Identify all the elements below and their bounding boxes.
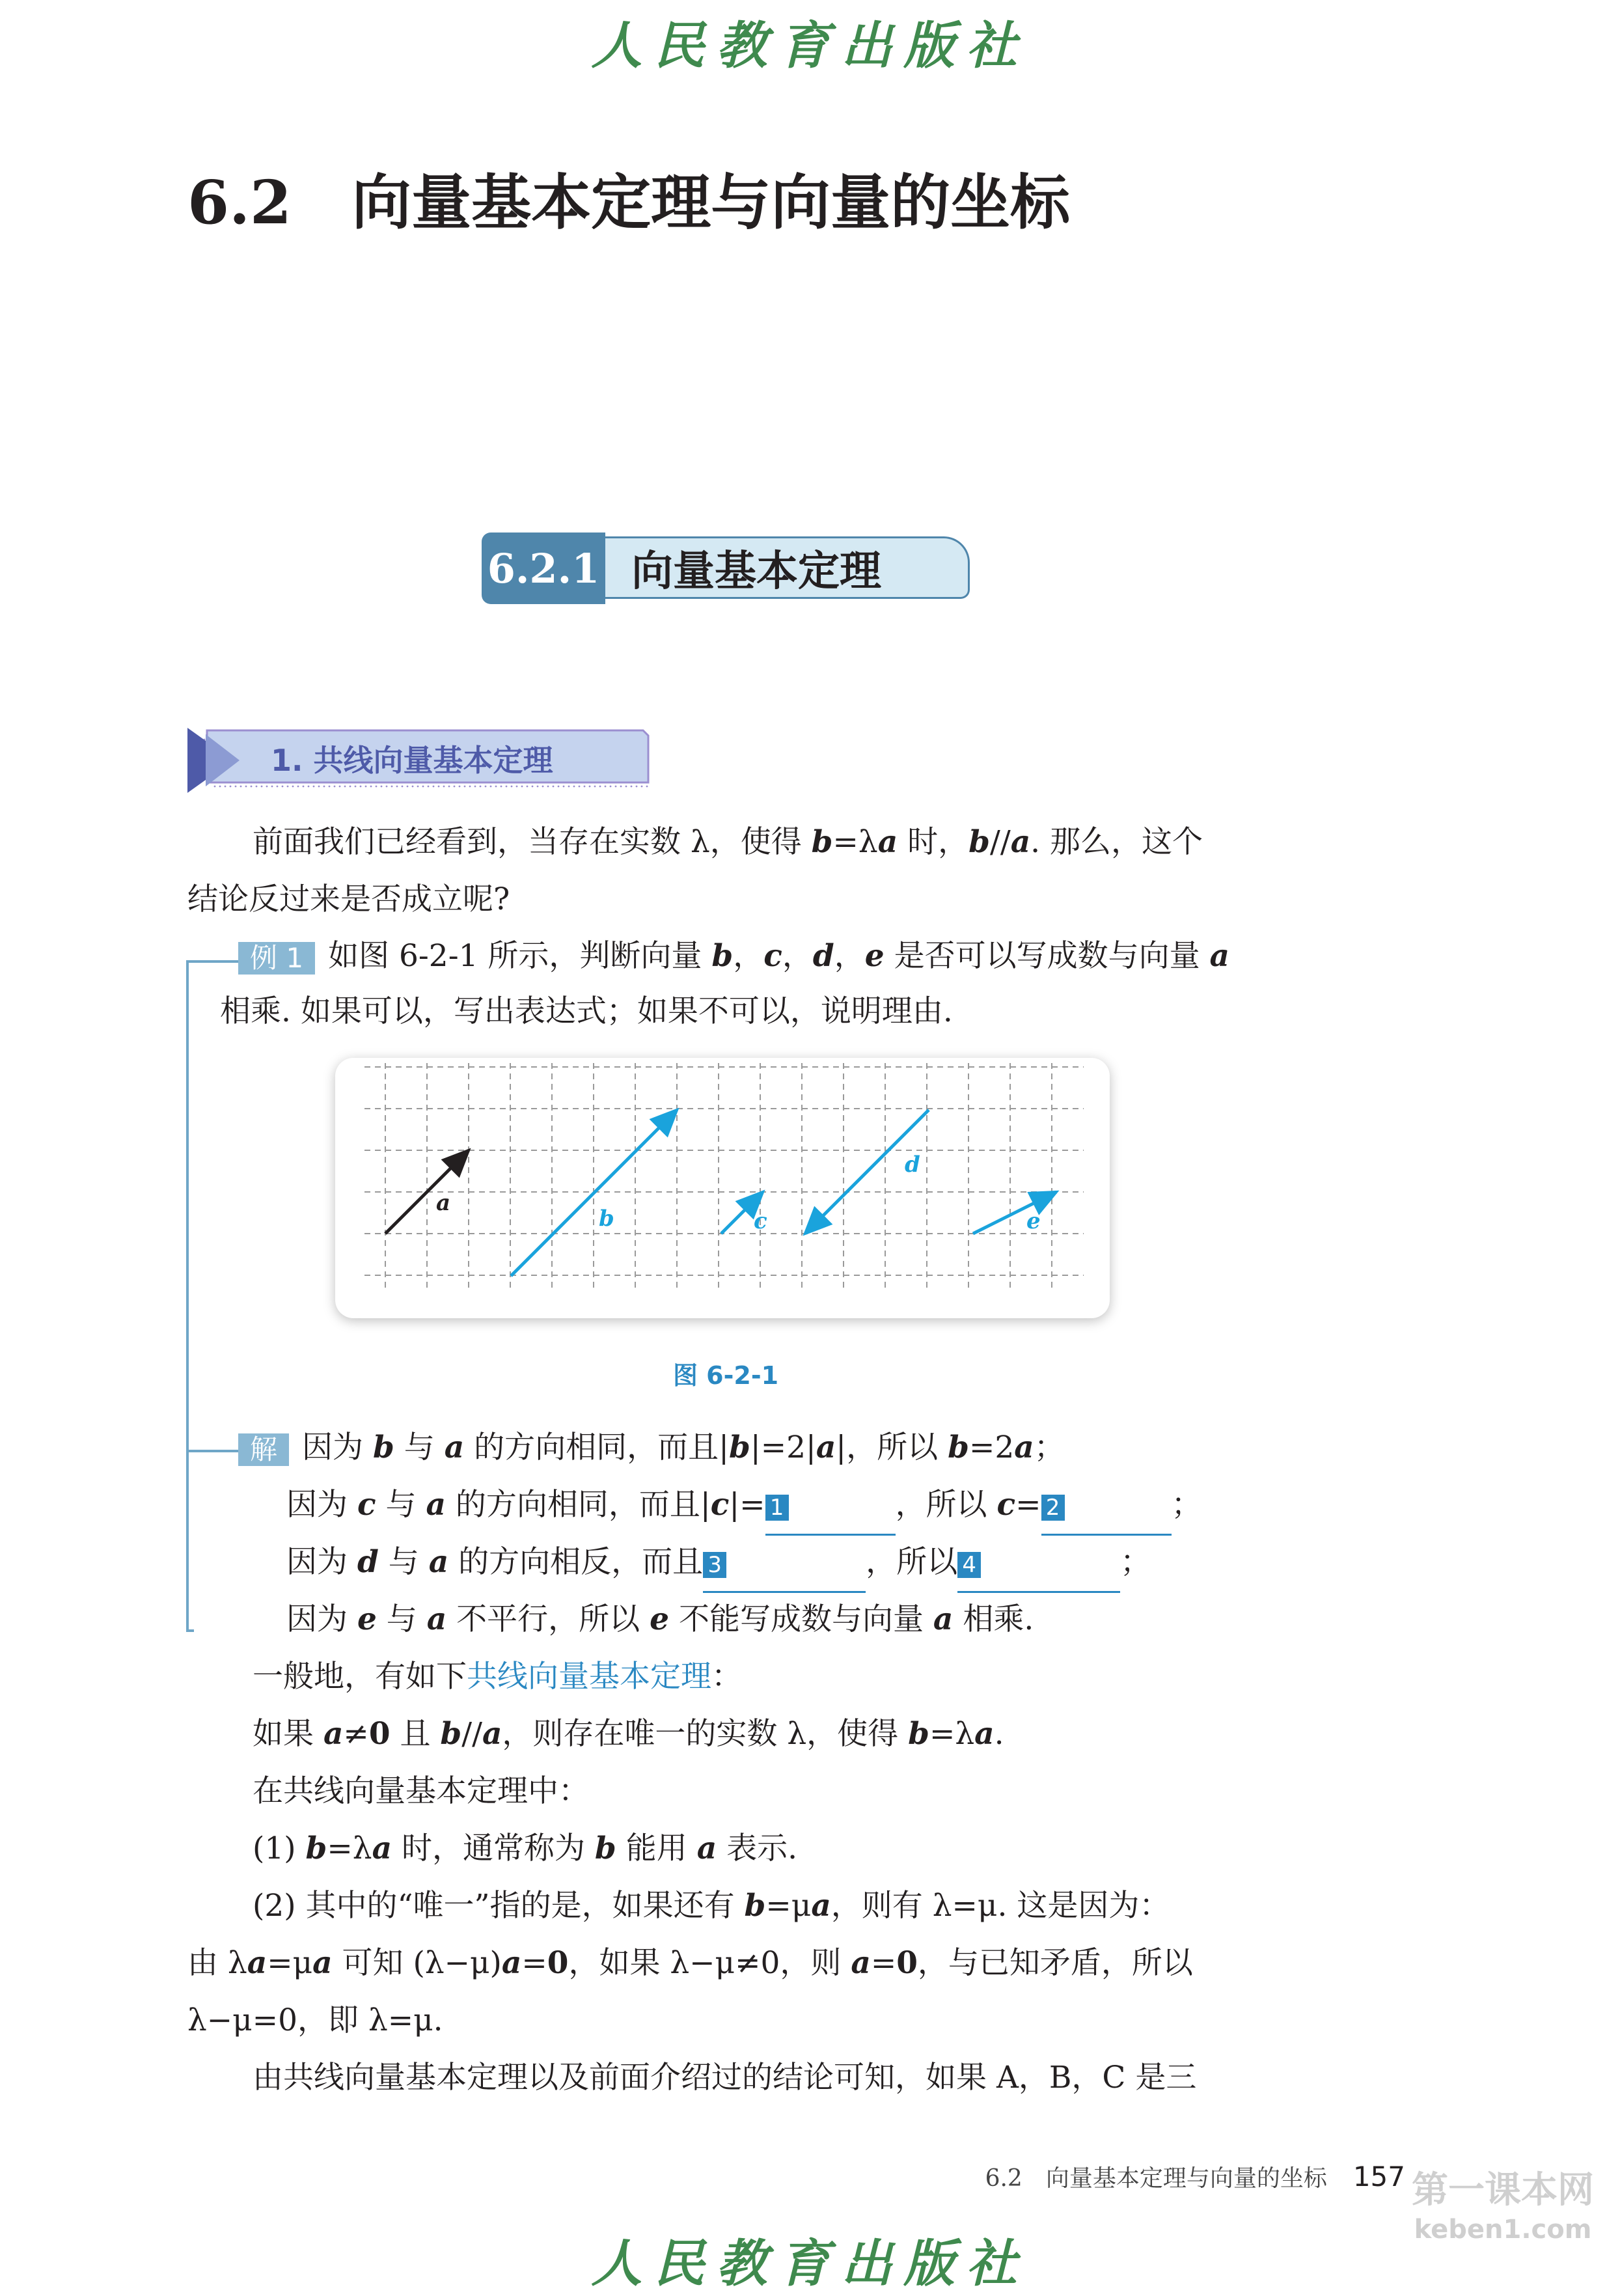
- theorem-proof-line: [187, 1935, 1193, 1992]
- publisher-footer: 人民教育出版社: [591, 2234, 1029, 2293]
- text: 可知 (λ−μ): [332, 1945, 502, 1981]
- chapter-number: 6.2: [187, 167, 292, 238]
- text: 因为: [286, 1601, 357, 1637]
- text: ：: [711, 1659, 742, 1694]
- grid: [364, 1063, 1084, 1290]
- theorem-proof-conclusion: λ−μ=0，即 λ=μ.: [187, 2002, 443, 2038]
- solution-line-4: [286, 1591, 1034, 1648]
- text: =μ: [765, 1888, 812, 1924]
- text: 一般地，有如下: [253, 1659, 467, 1694]
- theorem-point-2: [253, 1877, 1170, 1935]
- vector-e: [973, 1192, 1056, 1234]
- text: 时，: [898, 824, 969, 860]
- text: =λ: [929, 1716, 975, 1752]
- vector: a: [426, 1487, 446, 1523]
- vector: a: [816, 1430, 836, 1465]
- text: ，所以: [895, 1487, 997, 1523]
- text: 与: [378, 1544, 429, 1580]
- text: 因为: [286, 1544, 357, 1580]
- vector: a: [696, 1831, 717, 1866]
- vector: a: [851, 1945, 871, 1981]
- vector: b: [908, 1716, 929, 1752]
- watermark-name: 第一课本网: [1412, 2169, 1594, 2211]
- text: ，则存在唯一的实数 λ，使得: [502, 1716, 909, 1752]
- vector: b: [594, 1831, 616, 1866]
- text: =: [521, 1945, 547, 1981]
- bracket-tick: [186, 960, 238, 963]
- vector: e: [650, 1601, 670, 1637]
- text: //: [461, 1716, 482, 1752]
- example-line-1: [238, 928, 1229, 985]
- text: ；: [1171, 1487, 1202, 1523]
- answer-blank-4[interactable]: [957, 1534, 1120, 1593]
- vector: c: [763, 938, 782, 974]
- text: ，与已知矛盾，所以: [917, 1945, 1193, 1981]
- vector: a: [501, 1945, 522, 1981]
- solution-line-3: [286, 1534, 1151, 1593]
- text: 因为: [286, 1487, 357, 1523]
- text: 的方向相同，而且|: [464, 1430, 729, 1465]
- subsection-title: 1. 共线向量基本定理: [271, 743, 553, 778]
- text: ；: [1034, 1430, 1065, 1465]
- text: 与: [394, 1430, 445, 1465]
- intro-line-1: [253, 814, 1203, 871]
- intro-line-2: 结论反过来是否成立呢?: [187, 881, 510, 917]
- theorem-note-intro: 在共线向量基本定理中：: [253, 1773, 589, 1809]
- solution-line-2: [286, 1476, 1202, 1536]
- example-tag: 例 1: [238, 942, 315, 975]
- vector: b: [948, 1430, 969, 1465]
- vector: b: [744, 1888, 766, 1924]
- text: 不能写成数与向量: [669, 1601, 933, 1637]
- label-d: d: [905, 1152, 920, 1178]
- text: 是否可以写成数与向量: [884, 938, 1210, 974]
- vector: c: [710, 1487, 730, 1523]
- example-bracket: [186, 960, 189, 1631]
- vector: e: [357, 1601, 377, 1637]
- text: . 那么，这个: [1030, 824, 1203, 860]
- theorem-name: 共线向量基本定理: [467, 1659, 711, 1694]
- text: 如果: [253, 1716, 323, 1752]
- vector-grid-diagram: [335, 1058, 1110, 1318]
- text: ，: [733, 938, 764, 974]
- text: 前面我们已经看到，当存在实数 λ，使得: [253, 824, 812, 860]
- text: ；: [1120, 1544, 1151, 1580]
- vector: a: [323, 1716, 344, 1752]
- answer-blank-1[interactable]: [765, 1476, 896, 1536]
- zero-vector: 0: [368, 1716, 391, 1752]
- vector: c: [357, 1487, 376, 1523]
- label-b: b: [599, 1206, 614, 1232]
- vector: e: [864, 938, 885, 974]
- chapter-title: [187, 155, 1070, 241]
- text: ，所以: [866, 1544, 958, 1580]
- vector: a: [1209, 938, 1230, 974]
- text: =: [1015, 1487, 1041, 1523]
- page-footer: [985, 2160, 1405, 2193]
- answer-blank-3[interactable]: [703, 1534, 866, 1593]
- vector: b: [728, 1430, 750, 1465]
- text: ≠: [343, 1716, 369, 1752]
- solution-line-1: [238, 1419, 1065, 1476]
- vector: a: [372, 1831, 392, 1866]
- text: 由 λ: [187, 1945, 247, 1981]
- section-number: 6.2.1: [482, 533, 605, 604]
- chapter-title-text: 向量基本定理与向量的坐标: [351, 167, 1071, 238]
- text: =λ: [327, 1831, 372, 1866]
- text: 的方向相反，而且: [448, 1544, 704, 1580]
- vector: b: [440, 1716, 462, 1752]
- text: ，如果 λ−μ≠0，则: [568, 1945, 851, 1981]
- text: 与: [376, 1487, 426, 1523]
- vector: a: [312, 1945, 333, 1981]
- bracket-tick: [186, 1450, 238, 1452]
- blank-number: 2: [1041, 1495, 1065, 1521]
- vector: b: [811, 824, 833, 860]
- zero-vector: 0: [896, 1945, 918, 1981]
- vector: a: [933, 1601, 954, 1637]
- text: ，: [782, 938, 813, 974]
- text: (1): [253, 1831, 306, 1866]
- vector: a: [1014, 1430, 1034, 1465]
- vector: a: [811, 1888, 831, 1924]
- vector: a: [877, 824, 898, 860]
- text: .: [994, 1716, 1004, 1752]
- paragraph-continuation: 由共线向量基本定理以及前面介绍过的结论可知，如果 A，B，C 是三: [253, 2060, 1197, 2095]
- text: |，所以: [836, 1430, 948, 1465]
- text: 的方向相同，而且|: [445, 1487, 711, 1523]
- text: =λ: [832, 824, 878, 860]
- answer-blank-2[interactable]: [1041, 1476, 1172, 1536]
- text: ，: [834, 938, 865, 974]
- vector: c: [996, 1487, 1016, 1523]
- text: 因为: [302, 1430, 373, 1465]
- text: |=2|: [750, 1430, 816, 1465]
- theorem-statement: [253, 1706, 1004, 1763]
- vector: d: [812, 938, 834, 974]
- zero-vector: 0: [547, 1945, 569, 1981]
- text: 如图 6-2-1 所示，判断向量: [328, 938, 712, 974]
- page-number: 157: [1352, 2161, 1405, 2192]
- label-e: e: [1026, 1208, 1041, 1234]
- text: 时，通常称为: [392, 1831, 595, 1866]
- vector: a: [247, 1945, 268, 1981]
- theorem-point-1: [253, 1820, 797, 1877]
- publisher-header: 人民教育出版社: [591, 16, 1029, 76]
- text: |=: [729, 1487, 765, 1523]
- vector: d: [357, 1544, 379, 1580]
- theorem-intro: [253, 1648, 742, 1706]
- figure-caption: 图 6-2-1: [672, 1361, 779, 1390]
- figure-6-2-1: [335, 1058, 1110, 1318]
- text: 且: [390, 1716, 441, 1752]
- text: 相乘.: [953, 1601, 1034, 1637]
- text: ，则有 λ=μ. 这是因为：: [831, 1888, 1170, 1924]
- text: =μ: [267, 1945, 313, 1981]
- text: 不平行，所以: [446, 1601, 650, 1637]
- vector: b: [305, 1831, 327, 1866]
- vector: a: [428, 1544, 449, 1580]
- solution-tag: 解: [238, 1433, 289, 1466]
- watermark-url: keben1.com: [1414, 2215, 1592, 2245]
- footer-section: 6.2 向量基本定理与向量的坐标: [985, 2165, 1327, 2192]
- vector: b: [711, 938, 734, 974]
- subsection-banner: [187, 728, 656, 793]
- text: =2: [968, 1430, 1015, 1465]
- section-banner: [482, 533, 989, 604]
- text: 与: [376, 1601, 427, 1637]
- text: 表示.: [717, 1831, 798, 1866]
- label-a: a: [436, 1190, 451, 1216]
- vector: b: [968, 824, 991, 860]
- text: =: [870, 1945, 897, 1981]
- vector: a: [444, 1430, 465, 1465]
- vector: b: [372, 1430, 394, 1465]
- vector: a: [482, 1716, 502, 1752]
- blank-number: 3: [703, 1552, 726, 1578]
- vector: a: [426, 1601, 447, 1637]
- text: 能用: [616, 1831, 697, 1866]
- example-line-2: 相乘. 如果可以，写出表达式；如果不可以，说明理由.: [220, 993, 953, 1029]
- text: //: [990, 824, 1011, 860]
- blank-number: 4: [957, 1552, 981, 1578]
- bracket-tick: [186, 1629, 194, 1632]
- section-title: 向量基本定理: [605, 536, 970, 599]
- vector: a: [974, 1716, 995, 1752]
- text: (2) 其中的“唯一”指的是，如果还有: [253, 1888, 745, 1924]
- vector: a: [1010, 824, 1031, 860]
- label-c: c: [754, 1208, 767, 1234]
- blank-number: 1: [765, 1495, 789, 1521]
